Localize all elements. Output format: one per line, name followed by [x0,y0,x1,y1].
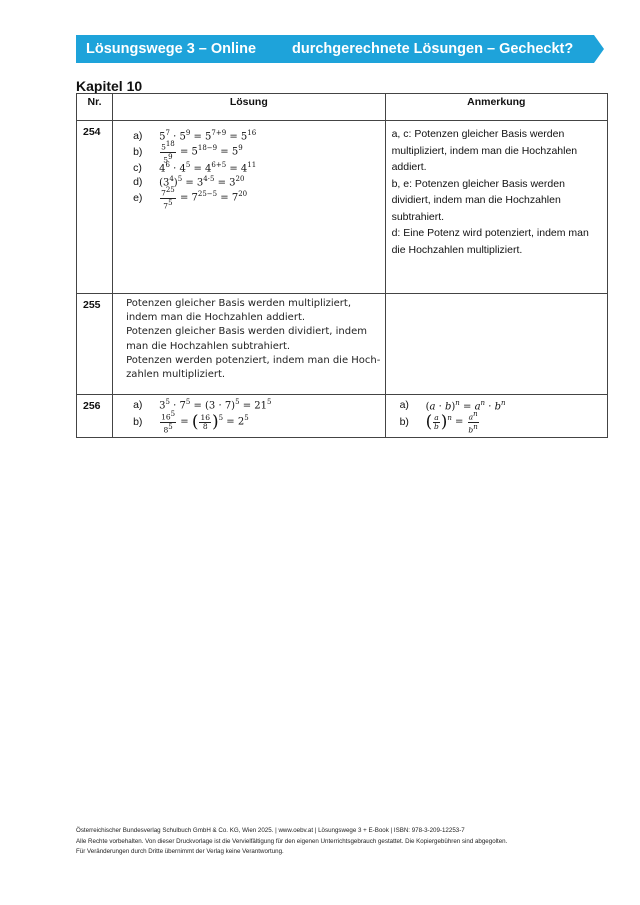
task-number: 254 [77,121,113,294]
item-label: b) [133,416,143,428]
item-formula: $4^6 \cdot 4^5 = 4^{6+5} = 4^{11}$ [159,161,257,175]
solution-item [133,161,385,175]
solution-item [133,140,385,164]
solution-cell [113,121,386,294]
footer-line: Für Veränderungen durch Dritte übernimmt der Verlag keine Verantwortung. [76,848,284,855]
solution-line: zahlen multipliziert. [126,369,226,381]
header-loesung: Lösung [113,94,386,121]
footer-line: Österreichischer Bundesverlag Schulbuch GmbH & Co. KG, Wien 2025. | www.oebv.at | Lösungswege 3 + E-Book | ISBN: 978-3-209-12253-7 [76,827,465,834]
item-label: a) [133,130,143,142]
item-label: b) [133,146,143,158]
item-formula: $\frac{16^5}{8^5}$ = ( $\frac{16}{8}$ )$^5 = 2^5$ [161,410,249,434]
item-formula: $\frac{5^{18}}{5^9}$ = $5^{18-9} = 5^9$ [161,140,243,164]
note-cell [385,395,607,438]
item-label: e) [133,192,143,204]
solution-line: Potenzen gleicher Basis werden multipliziert, [126,298,352,309]
handwritten-solution [126,297,385,382]
header-subtitle: durchgerechnete Lösungen – Gecheckt? [292,41,574,57]
table-row [77,294,608,395]
task-number: 255 [77,294,113,395]
item-formula: $3^5 \cdot 7^5 = (3 \cdot 7)^5 = 21^5$ [159,398,272,412]
solution-cell [113,294,386,395]
solution-cell [113,395,386,438]
note-text: a, c: Potenzen gleicher Basis werden multipliziert, indem man die Hochzahlen addiert. [391,128,578,173]
item-label: b) [399,415,409,428]
note-cell [385,294,607,395]
solution-line: man die Hochzahlen subtrahiert. [126,340,291,352]
item-label: d) [133,176,143,188]
header-anmerkung: Anmerkung [385,94,607,121]
header-banner [76,35,604,63]
item-formula: $\frac{7^{25}}{7^5}$ = $7^{25-5} = 7^{20}$ [161,186,248,210]
header-title: Lösungswege 3 – Online [86,41,257,57]
solution-line: indem man die Hochzahlen addiert. [126,312,306,324]
item-label: a) [133,399,143,411]
table-row [77,121,608,294]
item-formula: $(3^4)^5 = 3^{4\cdot 5} = 3^{20}$ [159,175,245,189]
item-formula: ( $\frac{a}{b}$ )$^n$ = $\frac{a^n}{b^n}$ [425,410,478,434]
item-formula: $(a \cdot b)^n = a^n \cdot b^n$ [425,398,506,412]
footer [76,826,507,858]
item-label: c) [133,162,142,174]
table-header-row [77,94,608,121]
footer-line: Alle Rechte vorbehalten. Von dieser Druckvorlage ist die Vervielfältigung für den eigenen Unterrichtsgebrauch gestattet. Die Kopiergebühren sind abgegolten. [76,837,508,845]
table-row [77,395,608,438]
note-text: d: Eine Potenz wird potenziert, indem man die Hochzahlen multipliziert. [391,227,589,256]
solution-line: Potenzen werden potenziert, indem man die Hoch- [126,354,381,366]
solution-item [133,186,385,210]
solutions-table [76,93,608,438]
item-label: a) [399,398,409,411]
note-cell [385,121,607,294]
header-nr: Nr. [77,94,113,121]
task-number: 256 [77,395,113,438]
chapter-title: Kapitel 10 [76,78,143,94]
note-text: b, e: Potenzen gleicher Basis werden dividiert, indem man die Hochzahlen subtrahiert. [391,177,565,223]
item-formula: $5^7 \cdot 5^9 = 5^{7+9} = 5^{16}$ [159,129,257,143]
solution-line: Potenzen gleicher Basis werden dividiert, indem [126,326,368,338]
solution-item [133,412,385,432]
